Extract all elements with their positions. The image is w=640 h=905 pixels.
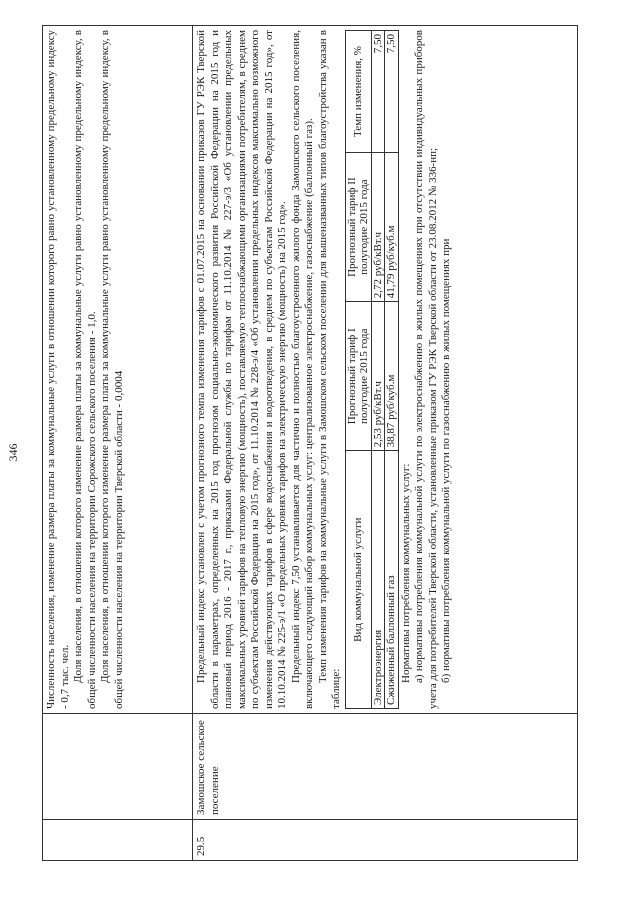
row-description-cell [43, 26, 193, 714]
tariff-row [371, 31, 385, 709]
row-number-cell: 29.5 [193, 820, 578, 861]
tariff-table-header [345, 31, 371, 709]
paragraph: а) нормативы потребления коммунальной услуги по электроснабжению в жилых помещениях при отсутствии индивидуальных приборов учета для потребителей Тверской области, установленные приказом ГУ РЭК Тверской области от 23.08.2012 № 336-нп; [413, 30, 439, 709]
document-table [42, 25, 578, 861]
paragraph: Доля населения, в отношении которого изменение размера платы за коммунальные услуги равно установленному предельному индексу, в общей численности населения на территории Сорожского сельского поселения - 1,0. [72, 30, 98, 709]
rate-cell: 7,50 [371, 31, 385, 153]
tariff-row [385, 31, 399, 709]
paragraph: Темп изменения тарифов на коммунальные услуги в Замошском сельском поселении для вышеназванных типов благоустройства указан в таблице: [316, 30, 342, 709]
row-name-cell: Замошское сельское поселение [193, 714, 578, 820]
table-row [43, 26, 193, 861]
h1-tariff-cell: 2,53 руб/кВт.ч [371, 302, 385, 451]
tariff-table [345, 30, 399, 709]
header-service: Вид коммунальной услуги [345, 451, 371, 709]
header-h1: Прогнозный тариф I полугодие 2015 года [345, 302, 371, 451]
paragraph: Предельный индекс установлен с учетом прогнозного темпа изменения тарифов с 01.07.2015 на основании приказов ГУ РЭК Тверской области в параметрах, определенных на 2015 год прогнозом социально-экономического развития Российской Федерации на 2015 год и плановый период 2016 - 2017 г., приказами Федеральной службы по тарифам от 11.10.2014 № 227-э/3 «Об установлении предельных максимальных уровней тарифов на тепловую энергию (мощность), поставляемую теплоснабжающими организациями потребителям, в среднем по субъектам Российской Федерации на 2015 год», от 11.10.2014 № 228-э/4 «Об установлении предельных индексов максимально возможного изменения действующих тарифов в сфере водоснабжения и водоотведения, в среднем по субъектам Российской Федерации на 2015 год», от 10.10.2014 № 225-э/1 «О предельных уровнях тарифов на электрическую энергию (мощность) на 2015 год». [195, 30, 288, 709]
service-cell: Электроэнергия [371, 451, 385, 709]
paragraph: Доля населения, в отношении которого изменение размера платы за коммунальные услуги равно установленному предельному индексу, в общей численности населения на территории Тверской области - 0,0004 [99, 30, 125, 709]
header-h2: Прогнозный тариф II полугодие 2015 года [345, 153, 371, 302]
paragraph: Нормативы потребления коммунальных услуг: [399, 463, 412, 683]
rate-cell: 7,50 [385, 31, 399, 153]
service-cell: Сжиженный баллонный газ [385, 451, 399, 709]
h2-tariff-cell: 41,79 руб/куб.м [385, 153, 399, 302]
paragraph: Численность населения, изменение размера платы за коммунальные услуги в отношении которого равно установленному предельному индексу - 0,7 тыс. чел. [45, 30, 71, 709]
header-rate: Темп изменения, % [345, 31, 371, 153]
h1-tariff-cell: 38,87 руб/куб.м [385, 302, 399, 451]
row-description-cell [193, 26, 578, 714]
paragraph: б) нормативы потребления коммунальной услуги по газоснабжению в жилых помещениях при [440, 238, 452, 683]
table-row [193, 26, 578, 861]
h2-tariff-cell: 2,72 руб/кВт.ч [371, 153, 385, 302]
paragraph: Предельный индекс 7,50 устанавливается для частично и полностью благоустроенного жилого фонда Замошского сельского поселения, включающего следующий набор коммунальных услуг: централизованное электроснабжение, газоснабжение (баллонный газ). [289, 30, 315, 709]
page-number: 346 [6, 443, 20, 462]
document-table-frame [42, 25, 578, 861]
row-number-cell [43, 820, 193, 861]
row-name-cell [43, 714, 193, 820]
